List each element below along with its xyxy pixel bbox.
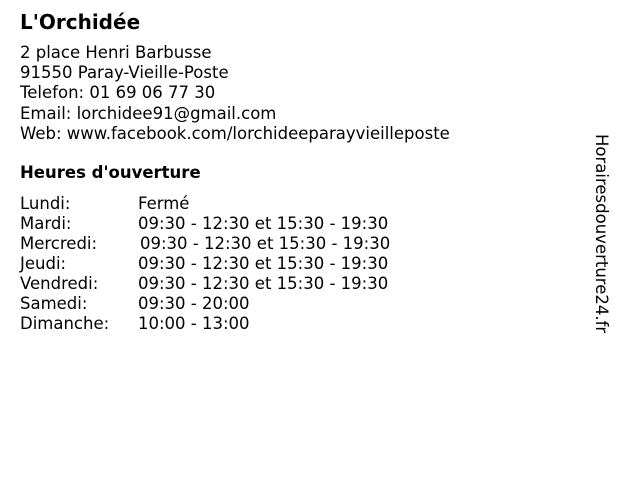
day-label: Dimanche: (20, 314, 110, 333)
hours-row-saturday (20, 294, 440, 314)
hours-row-wednesday (20, 234, 440, 254)
time-value: 09:30 - 20:00 (138, 294, 250, 313)
time-value: 09:30 - 12:30 et 15:30 - 19:30 (138, 254, 389, 273)
hours-row-sunday (20, 314, 440, 334)
hours-row-monday (20, 194, 440, 214)
day-label: Lundi: (20, 194, 71, 213)
address-line-city: 91550 Paray-Vieille-Poste (20, 63, 229, 83)
hours-heading: Heures d'ouverture (20, 163, 201, 182)
business-name: L'Orchidée (20, 10, 141, 34)
day-label: Jeudi: (20, 254, 67, 273)
web-line: Web: www.facebook.com/lorchideeparayvieilleposte (20, 123, 450, 143)
hours-row-thursday (20, 254, 440, 274)
phone-line: Telefon: 01 69 06 77 30 (20, 83, 216, 103)
time-value: 09:30 - 12:30 et 15:30 - 19:30 (140, 234, 391, 253)
day-label: Samedi: (20, 294, 88, 313)
site-watermark: Horairesdouverture24.fr (592, 134, 611, 334)
day-label: Mercredi: (20, 234, 98, 253)
day-label: Vendredi: (20, 274, 99, 293)
hours-row-friday (20, 274, 440, 294)
contact-block (20, 43, 450, 144)
day-label: Mardi: (20, 214, 72, 233)
time-value: 10:00 - 13:00 (138, 314, 250, 333)
time-value: 09:30 - 12:30 et 15:30 - 19:30 (138, 214, 389, 233)
email-line: Email: lorchidee91@gmail.com (20, 103, 277, 123)
address-line-street: 2 place Henri Barbusse (20, 43, 212, 62)
time-value: 09:30 - 12:30 et 15:30 - 19:30 (138, 274, 389, 293)
time-value: Fermé (138, 194, 190, 213)
opening-hours-table (20, 194, 440, 334)
hours-row-tuesday (20, 214, 440, 234)
